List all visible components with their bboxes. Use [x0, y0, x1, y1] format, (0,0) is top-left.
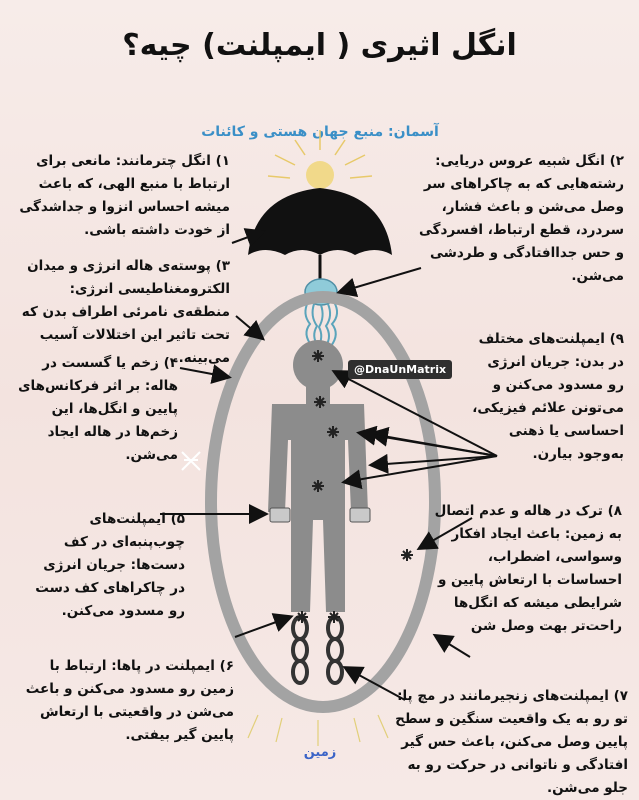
aura-crack-mark	[182, 452, 200, 470]
umbrella-parasite-icon	[248, 188, 392, 280]
note-jellyfish: ۲) انگل شبیه عروس دریایی: رشته‌هایی که به چاکراهای سر وصل می‌شن و باعث فشار، سردرد، قطع ارتباط، افسردگی و حس جداافتادگی و طردشی می‌شن.	[419, 153, 624, 284]
note-aura-crack: ۸) ترک در هاله و عدم اتصال به زمین: باعث ایجاد افکار وسواسی، اضطراب، احساسات با ارتعاش پایین و شرایطی میشه که انگل‌ها راحت‌تر بهت وصل شن	[434, 503, 622, 634]
note-aura-shell: ۳) پوسته‌ی هاله انرژی و میدان الکترومغناطیسی انرژی: منطقه‌ی نامرئی اطراف بدن که تحت تاثیر این اختلالات آسیب می‌بینه.	[21, 258, 230, 366]
ground-rays	[248, 715, 388, 746]
note-palm-corks: ۵) ایمپلنت‌های چوب‌پنبه‌ای در کف دست‌ها: جریان انرژی در چاکراهای کف دست رو مسدود می‌کنن.	[35, 511, 185, 619]
sky-label: آسمان: منبع جهان هستی و کائنات	[201, 124, 439, 140]
note-aura-wound: ۴) زخم یا گسست در هاله: بر اثر فرکانس‌های پایین و انگل‌ها، این زخم‌ها در هاله ایجاد می‌شن.	[18, 355, 178, 463]
note-foot-implants: ۶) ایمپلنت در پاها: ارتباط با زمین رو مسدود می‌کنن و باعث می‌شن در واقعیتی با ارتعاش پایین گیر بیفتی.	[25, 658, 234, 743]
note-ankle-chains: ۷) ایمپلنت‌های زنجیرمانند در مچ پا: تو رو به یک واقعیت سنگین و سطح پایین وصل می‌کنن، باعث حس گیر افتادگی و ناتوانی در حرکت رو به جلو می‌شن.	[395, 688, 628, 796]
earth-label: زمین	[303, 745, 337, 760]
note-umbrella: ۱) انگل چترمانند: مانعی برای ارتباط با منبع الهی، که باعث میشه احساس انزوا و جداشدگی از خودت داشته باشی.	[19, 153, 230, 238]
page-title: انگل اثیری ( ایمپلنت) چیه؟	[122, 28, 517, 63]
note-body-implants: ۹) ایمپلنت‌های مختلف در بدن: جریان انرژی رو مسدود می‌کنن و می‌تونن علائم فیزیکی، احساسی یا ذهنی به‌وجود بیارن.	[472, 331, 624, 462]
sun-icon	[268, 130, 372, 189]
ankle-chain-icon	[293, 617, 342, 683]
jellyfish-parasite-icon	[305, 279, 337, 347]
watermark: @DnaUnMatrix	[348, 360, 452, 379]
